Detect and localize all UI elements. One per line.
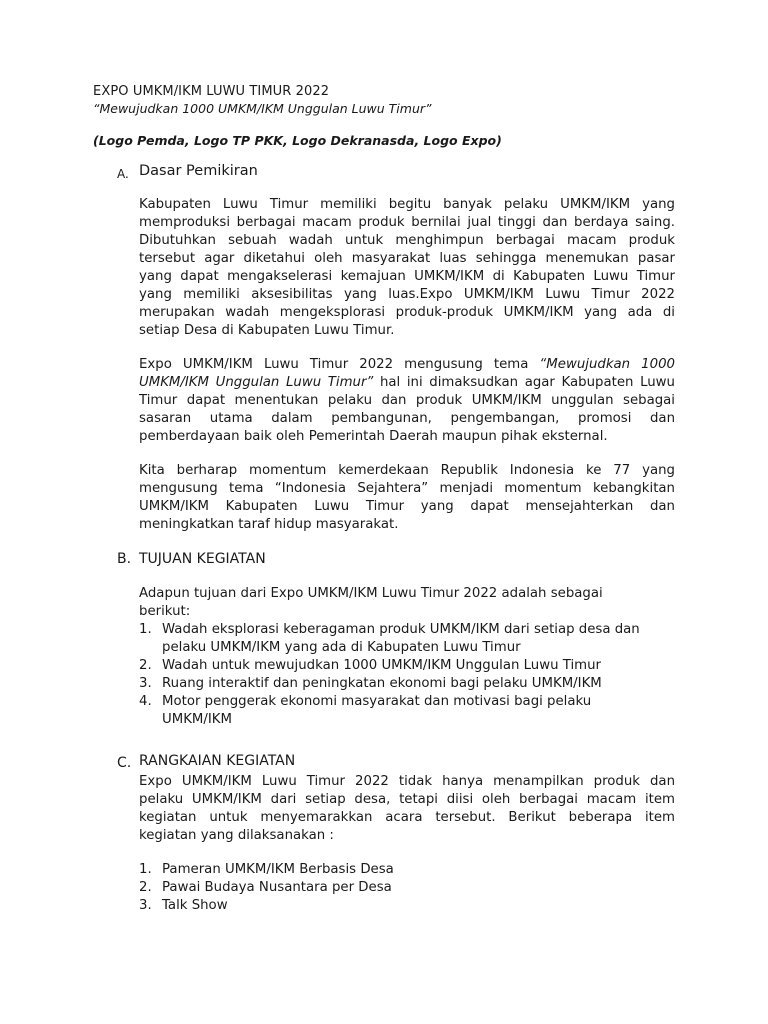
text-line: setiap Desa di Kabupaten Luwu Timur. — [139, 323, 395, 338]
list-number: 1. — [139, 622, 152, 637]
section-a-paragraph-1 — [139, 196, 675, 340]
section-c-list — [139, 861, 675, 915]
text-line: meningkatkan taraf hidup masyarakat. — [139, 517, 399, 532]
text-line: Dibutuhkan sebuah wadah untuk menghimpun berbagai macam produk — [139, 233, 675, 248]
text-line: Adapun tujuan dari Expo UMKM/IKM Luwu Timur 2022 adalah sebagai — [139, 586, 603, 601]
theme-quote: “Mewujudkan 1000 — [539, 357, 676, 372]
text-line: Kabupaten Luwu Timur memiliki begitu banyak pelaku UMKM/IKM yang — [139, 197, 675, 212]
text-line: berikut: — [139, 604, 191, 619]
section-c-letter: C. — [117, 755, 132, 771]
text-line: Kita berharap momentum kemerdekaan Republik Indonesia ke 77 yang — [139, 463, 675, 478]
text-line: sasaran utama dalam pembangunan, pengembangan, promosi dan — [139, 411, 675, 426]
list-item — [139, 657, 659, 675]
theme-quote: UMKM/IKM Unggulan Luwu Timur” — [139, 375, 374, 390]
text-line: yang memiliki aksesibilitas yang luas.Expo UMKM/IKM Luwu Timur 2022 — [139, 287, 675, 302]
text-line: kegiatan yang dilaksanakan : — [139, 828, 334, 843]
text-line: pelaku UMKM/IKM dari setiap desa, tetapi diisi oleh berbagai macam item — [139, 792, 675, 807]
logos-note: (Logo Pemda, Logo TP PKK, Logo Dekranasda, Logo Expo) — [93, 133, 502, 148]
section-b-intro — [139, 585, 675, 621]
document-title: EXPO UMKM/IKM LUWU TIMUR 2022 — [93, 84, 330, 99]
list-item — [139, 675, 659, 693]
list-item-text: Talk Show — [162, 898, 228, 913]
text-line: Timur dapat menentukan pelaku dan produk UMKM/IKM unggulan sebagai — [139, 393, 675, 408]
list-number: 2. — [139, 880, 152, 895]
list-number: 1. — [139, 862, 152, 877]
text-line: tersebut agar diketahui oleh masyarakat luas sehingga menemukan pasar — [139, 251, 675, 266]
section-a-paragraph-3 — [139, 462, 675, 534]
list-item-text: Ruang interaktif dan peningkatan ekonomi bagi pelaku UMKM/IKM — [162, 676, 602, 691]
section-c-intro — [139, 773, 675, 845]
text-line: Expo UMKM/IKM Luwu Timur 2022 tidak hanya menampilkan produk dan — [139, 774, 675, 789]
document-tagline: “Mewujudkan 1000 UMKM/IKM Unggulan Luwu Timur” — [93, 101, 432, 116]
list-item-text: Motor penggerak ekonomi masyarakat dan motivasi bagi pelaku UMKM/IKM — [162, 694, 592, 727]
list-item — [139, 861, 675, 879]
text-line: yang dapat mengakselerasi kemajuan UMKM/IKM di Kabupaten Luwu Timur — [139, 269, 675, 284]
text-line: mengusung tema “Indonesia Sejahtera” menjadi momentum kebangkitan — [139, 481, 675, 496]
list-item-text: Wadah eksplorasi keberagaman produk UMKM/IKM dari setiap desa dan pelaku UMKM/IKM yang ada di Kabupaten Luwu Timur — [162, 622, 640, 655]
list-number: 3. — [139, 676, 152, 691]
text-line: pemberdayaan baik oleh Pemerintah Daerah maupun pihak eksternal. — [139, 429, 608, 444]
list-item-text: Pawai Budaya Nusantara per Desa — [162, 880, 392, 895]
section-c-title: RANGKAIAN KEGIATAN — [139, 753, 296, 769]
list-item-text: Wadah untuk mewujudkan 1000 UMKM/IKM Unggulan Luwu Timur — [162, 658, 602, 673]
list-number: 4. — [139, 694, 152, 709]
section-b-list — [139, 621, 659, 729]
section-b-title: TUJUAN KEGIATAN — [139, 551, 266, 567]
section-a-title: Dasar Pemikiran — [139, 163, 258, 179]
text-line: kegiatan untuk menyemarakkan acara tersebut. Berikut beberapa item — [139, 810, 675, 825]
text-line: UMKM/IKM Kabupaten Luwu Timur yang dapat mensejahterkan dan — [139, 499, 675, 514]
text-line — [139, 356, 675, 374]
list-item — [139, 879, 675, 897]
text-run: Expo UMKM/IKM Luwu Timur 2022 mengusung tema — [139, 357, 540, 372]
section-a-paragraph-2 — [139, 356, 675, 446]
list-item — [139, 897, 675, 915]
section-a-letter: A. — [117, 167, 129, 181]
list-item — [139, 693, 632, 729]
list-item — [139, 621, 659, 657]
list-number: 3. — [139, 898, 152, 913]
section-b-letter: B. — [117, 551, 132, 567]
text-line: memproduksi berbagai macam produk bernilai jual tinggi dan berdaya saing. — [139, 215, 675, 230]
list-item-text: Pameran UMKM/IKM Berbasis Desa — [162, 862, 394, 877]
text-line — [139, 374, 675, 392]
text-run: hal ini dimaksudkan agar Kabupaten Luwu — [373, 375, 675, 390]
text-line: merupakan wadah mengeksplorasi produk-produk UMKM/IKM yang ada di — [139, 305, 675, 320]
list-number: 2. — [139, 658, 152, 673]
